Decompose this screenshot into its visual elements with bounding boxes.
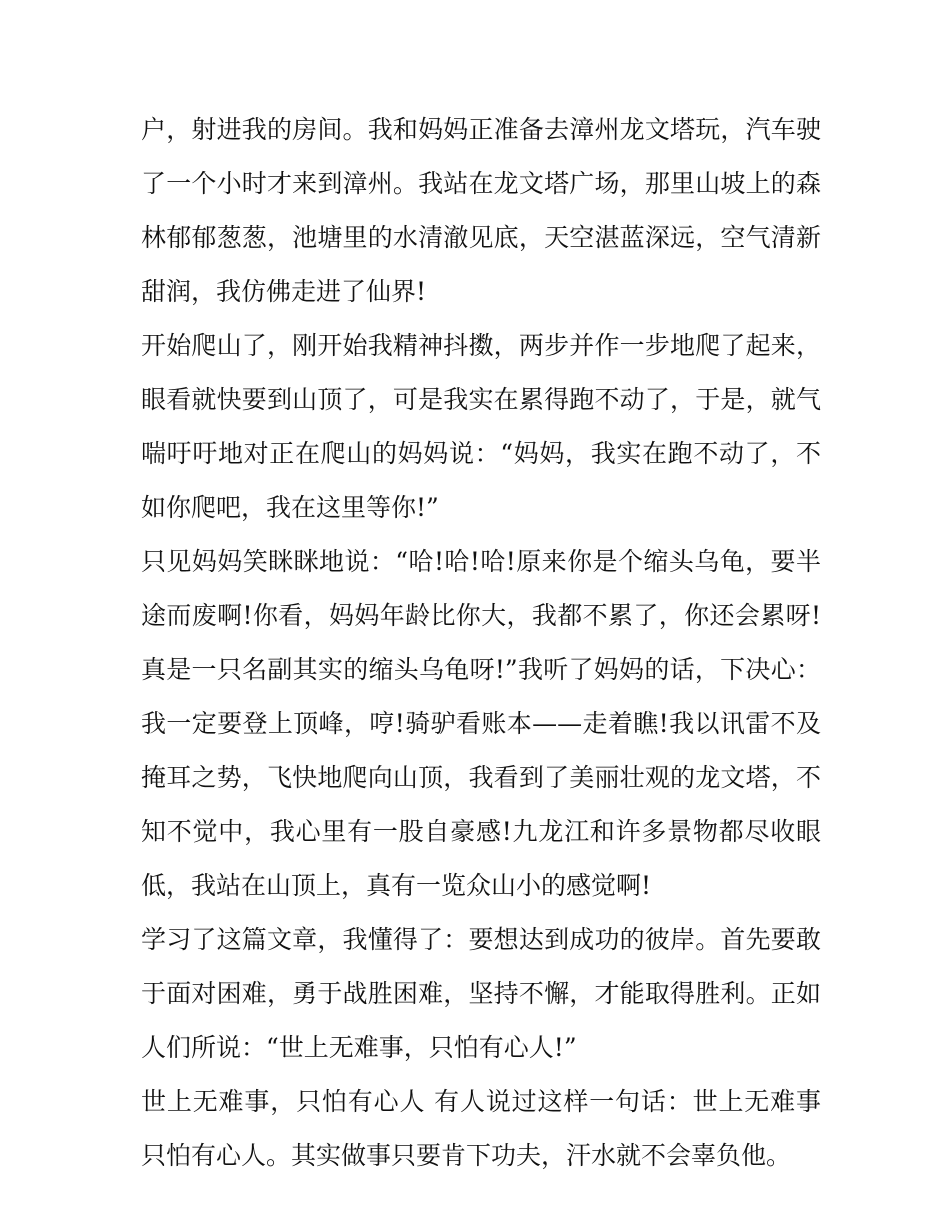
paragraph-1 — [141, 103, 821, 319]
text-line: 掩耳之势，飞快地爬向山顶，我看到了美丽壮观的龙文塔，不 — [141, 763, 821, 792]
text-line: 了一个小时才来到漳州。我站在龙文塔广场，那里山坡上的森 — [141, 169, 821, 198]
document-body — [141, 103, 821, 1183]
text-line: 喘吁吁地对正在爬山的妈妈说：“妈妈，我实在跑不动了，不 — [141, 439, 821, 468]
text-line: 于面对困难，勇于战胜困难，坚持不懈，才能取得胜利。正如 — [141, 979, 821, 1008]
text-line: 真是一只名副其实的缩头乌龟呀!”我听了妈妈的话，下决心： — [141, 655, 821, 684]
text-line: 人们所说：“世上无难事，只怕有心人!” — [141, 1033, 577, 1062]
text-line: 知不觉中，我心里有一股自豪感!九龙江和许多景物都尽收眼 — [141, 817, 821, 846]
paragraph-3 — [141, 535, 821, 913]
text-line: 世上无难事，只怕有心人 有人说过这样一句话：世上无难事 — [141, 1087, 821, 1116]
text-line: 只怕有心人。其实做事只要肯下功夫，汗水就不会辜负他。 — [141, 1141, 792, 1170]
text-line: 低，我站在山顶上，真有一览众山小的感觉啊! — [141, 871, 652, 900]
paragraph-5 — [141, 1075, 821, 1183]
text-line: 只见妈妈笑眯眯地说：“哈!哈!哈!原来你是个缩头乌龟，要半 — [141, 547, 821, 576]
text-line: 开始爬山了，刚开始我精神抖擞，两步并作一步地爬了起来， — [141, 331, 821, 360]
text-line: 户，射进我的房间。我和妈妈正准备去漳州龙文塔玩，汽车驶 — [141, 115, 821, 144]
text-line: 途而废啊!你看，妈妈年龄比你大，我都不累了，你还会累呀! — [141, 601, 821, 630]
text-line: 林郁郁葱葱，池塘里的水清澈见底，天空湛蓝深远，空气清新 — [141, 223, 821, 252]
text-line: 甜润，我仿佛走进了仙界! — [141, 277, 427, 306]
paragraph-4 — [141, 913, 821, 1075]
text-line: 如你爬吧，我在这里等你!” — [141, 493, 439, 522]
text-line: 眼看就快要到山顶了，可是我实在累得跑不动了，于是，就气 — [141, 385, 821, 414]
paragraph-2 — [141, 319, 821, 535]
text-line: 我一定要登上顶峰，哼!骑驴看账本——走着瞧!我以讯雷不及 — [141, 709, 821, 738]
text-line: 学习了这篇文章，我懂得了：要想达到成功的彼岸。首先要敢 — [141, 925, 821, 954]
